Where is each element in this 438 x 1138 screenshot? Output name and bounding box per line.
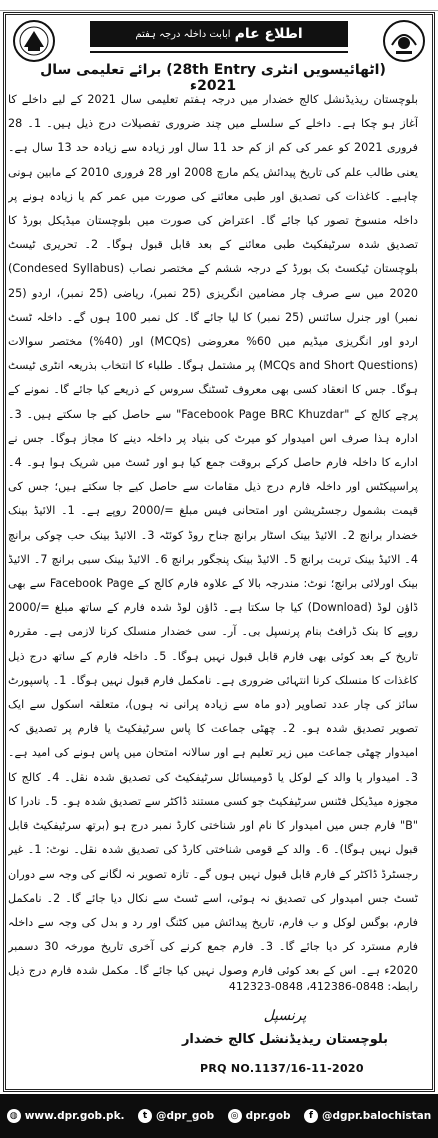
instagram-icon: ◎ [228,1109,242,1123]
college-logo-icon [12,19,56,63]
notice-subtitle: (اٹھائیسویں انٹری 28th Entry) برائے تعلیمی سال 2021ء [40,62,386,94]
footer-website-text: www.dpr.gob.pk. [24,1110,125,1122]
notice-title [90,21,348,47]
government-emblem-icon [382,19,426,63]
signature-institution: بلوچستان ریذیڈنشل کالج خضدار [181,1032,389,1047]
contact-line [8,980,418,998]
footer-facebook[interactable] [304,1109,431,1123]
prq-number: PRQ NO.1137/16-11-2020 [200,1062,364,1075]
globe-icon: ◍ [7,1109,21,1123]
notice-title-sub: ابابت داخلہ درجہ ہفتم [135,28,231,40]
footer-instagram[interactable] [228,1109,291,1123]
footer-bar [0,1094,438,1138]
contact-phones: 0848-412386، 0848-412323 [228,980,384,993]
notice-body [8,88,418,988]
title-underline [90,51,348,53]
notice-paragraph: بلوچستان ریذیڈنشل کالج خضدار میں درجہ ہفتم تعلیمی سال 2021 کے لیے داخلے کا آغاز ہو چکا ہے۔ داخلے کے سلسلے میں چند ضروری تفصیلات درج ذیل ہیں۔ 1۔ 28 فروری 2021 کو عمر کی کم از کم حد 11 سال اور زیادہ سے زیادہ حد 13 سال ہے۔ یعنی طالب علم کی تاریخ پیدائش یکم مارچ 2008 اور 28 فروری 2010 کے مابین ہونی چاہیے۔ کاغذات کی تصدیق اور طبی معائنے کی صورت میں عمر کم یا زیادہ ہونے پر داخلہ منسوخ تصور کیا جائے گا۔ اعتراض کی صورت میں بلوچستان میڈیکل بورڈ کا تصدیق شدہ سرٹیفکیٹ طبی معائنے کے بعد قابل قبول ہوگا۔ 2۔ تحریری ٹیسٹ بلوچستان ٹیکسٹ بک بورڈ کے درجہ ششم کے مختصر نصاب (Condesed Syllabus) 2020 میں سے صرف چار مضامین انگریزی (25 نمبر)، ریاضی (25 نمبر)، اردو (25 نمبر) اور جنرل سائنس (25 نمبر) کا لیا جائے گا۔ کل نمبر 100 ہوں گے۔ داخلہ ٹسٹ اردو اور انگریزی میڈیم میں 60% معروضی (MCQs) اور (40%) مختصر سوالات (MCQs and Short Questions) پر مشتمل ہوگا۔ طلباء کا انتخاب بذریعہ انٹری ٹیسٹ ہوگا۔ جس کا انعقاد کسی بھی معروف ٹسٹنگ سروس کے ذریعے کیا جائے گا۔ نمونے کے پرچے کالج کے "Facebook Page BRC Khuzdar" سے حاصل کیے جا سکتے ہیں۔ 3۔ ادارہ ہذا صرف اس امیدوار کو میرٹ کی بنیاد پر داخلہ دینے کا مجاز ہوگا۔ جس نے ادارے کا داخلہ فارم حاصل کرکے بروقت جمع کیا ہو اور ٹسٹ میں شریک ہوا ہو۔ 4۔ پراسپیکٹس اور داخلہ فارم درج ذیل مقامات سے حاصل کیے جا سکتے ہیں؛ جس کی قیمت بشمول رجسٹریشن اور امتحانی فیس مبلغ =/2000 روپے ہے۔ 1۔ الائیڈ بینک خضدار برانچ 2۔ الائیڈ بینک اسٹار برانچ جناح روڈ کوئٹہ 3۔ الائیڈ بینک حب چوکی برانچ 4۔ الائیڈ بینک تربت برانچ 5۔ الائیڈ بینک پنجگور برانچ 6۔ الائیڈ بینک سبی برانچ 7۔ الائیڈ بینک اورلائی برانچ؛ نوٹ: مندرجہ بالا کے علاوہ فارم کالج کے Facebook Page سے بھی ڈاؤن لوڈ (Download) کیا جا سکتا ہے۔ ڈاؤن لوڈ شدہ فارم کے ساتھ مبلغ =/2000 روپے کا بنک ڈرافٹ بنام پرنسپل بی۔ آر۔ سی خضدار منسلک کرنا لازمی ہے۔ مقررہ تاریخ کے بعد کوئی بھی فارم قابل قبول نہیں ہوگا۔ 5۔ داخلہ فارم کے ساتھ درج ذیل کاغذات کا منسلک کرنا انتہائی ضروری ہے۔ نامکمل فارم قبول نہیں ہوگا۔ 1۔ پاسپورٹ سائز کی چار عدد تصاویر (دو ماہ سے زیادہ پرانی نہ ہوں)، متعلقہ اسکول سے ایک تصویر تصدیق شدہ ہو۔ 2۔ چھٹی جماعت کا پاس سرٹیفکیٹ یا فارم پر تصدیق کہ امیدوار چھٹی جماعت میں زیر تعلیم ہے اور سالانہ امتحان میں پاس ہونے کی امید ہے۔ 3۔ امیدوار یا والد کے لوکل یا ڈومیسائل سرٹیفکیٹ کی تصدیق شدہ نقل۔ 4۔ کالج کا مجوزہ میڈیکل فٹنس سرٹیفکیٹ جو کسی مستند ڈاکٹر سے تصدیق شدہ ہو۔ 5۔ نادرا کا "B" فارم جس میں امیدوار کا نام اور شناختی کارڈ نمبر درج ہو (برتھ سرٹیفکیٹ قابل قبول نہیں ہوگا)۔ 6۔ والد کے قومی شناختی کارڈ کی تصدیق شدہ نقل۔ نوٹ: 1۔ غیر رجسٹرڈ ڈاکٹر کے فارم قابل قبول نہیں ہوں گے۔ تازہ تصویر نہ لگانے کی وجہ سے دوران ٹسٹ جس امیدوار کی تصدیق نہ ہوئی، اسے ٹسٹ سے نکال دیا جائے گا۔ 2۔ نامکمل فارم، بوگس لوکل و ب فارم، تاریخ پیدائش میں کٹنگ اور رد و بدل کی وجہ سے داخلہ فارم مسترد کر دیا جائے گا۔ 3۔ فارم جمع کرنے کی آخری تاریخ مورخہ 30 دسمبر 2020ء ہے۔ اس کے بعد کوئی فارم وصول نہیں کیا جائے گا۔ مکمل شدہ فارم درج ذیل [8,93,418,978]
footer-facebook-text: @dgpr.balochistan [321,1110,432,1122]
notice-title-main: اطلاع عام [234,26,303,42]
footer-website[interactable] [7,1109,125,1123]
twitter-icon: t [138,1109,152,1123]
footer-twitter[interactable] [138,1109,214,1123]
footer-twitter-text: @dpr_gob [155,1110,215,1122]
contact-label: رابطہ: [387,980,418,993]
facebook-icon: f [304,1109,318,1123]
signature-block [160,1004,410,1064]
signature-title: پرنسپل [263,1008,307,1024]
footer-instagram-text: dpr.gob [245,1110,291,1122]
top-cropped-strip [0,0,438,11]
